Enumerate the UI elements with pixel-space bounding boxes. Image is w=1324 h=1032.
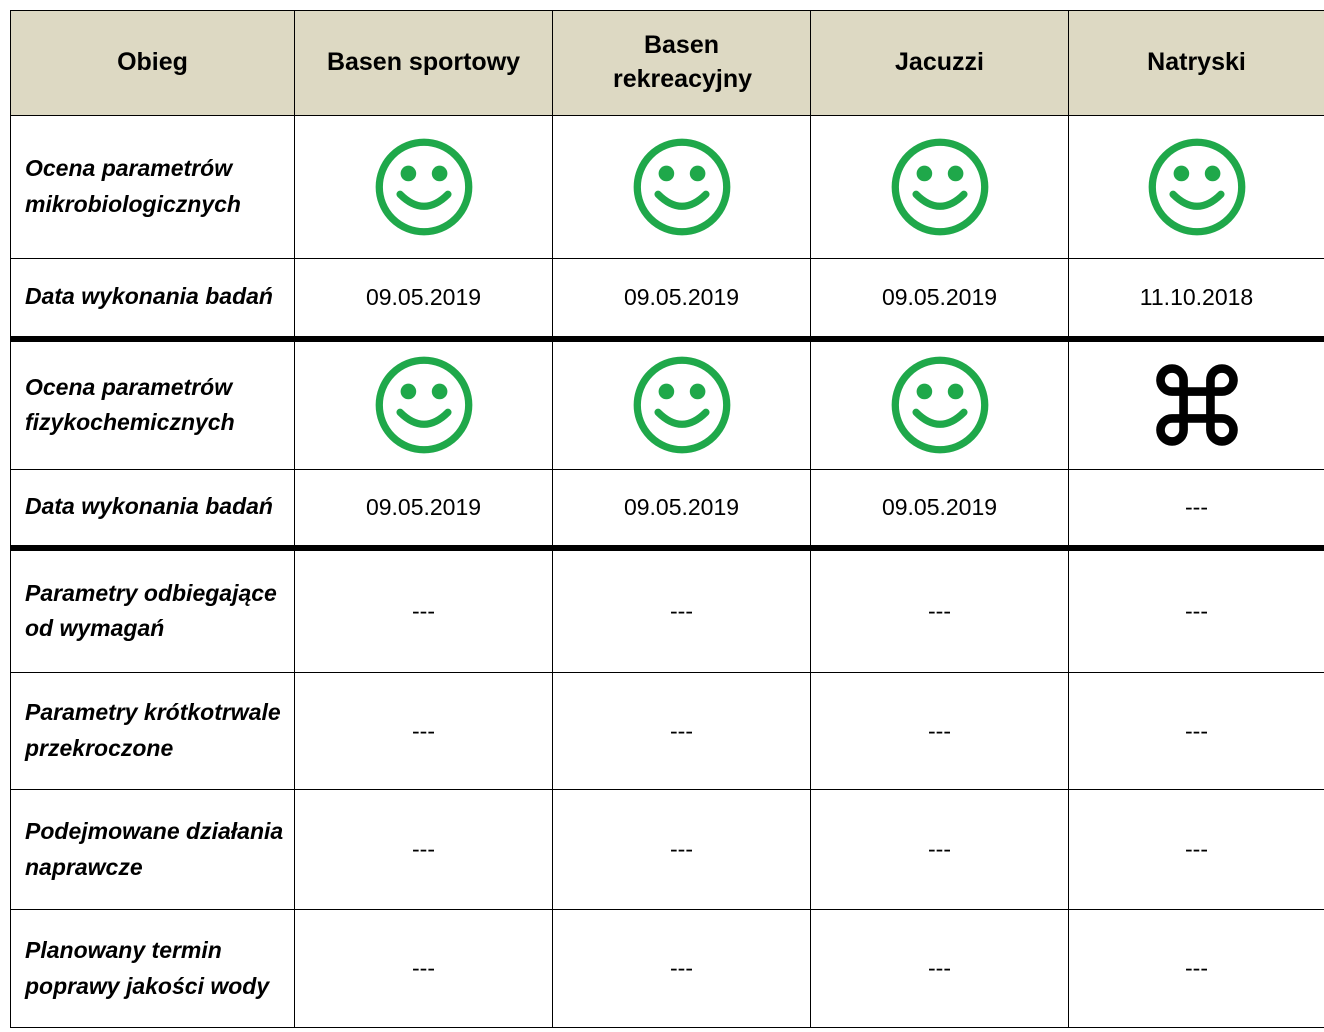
corrective-row (11, 790, 1324, 910)
short-exceeded-cell: --- (811, 673, 1069, 790)
header-row (11, 11, 1324, 116)
planned-cell: --- (1069, 910, 1324, 1028)
deviating-cell: --- (811, 548, 1069, 673)
physchem-status-cell (553, 339, 811, 470)
physchem-date-row (11, 470, 1324, 548)
header-basen-sportowy: Basen sportowy (295, 11, 553, 116)
row-label-corrective: Podejmowane działania naprawcze (11, 790, 295, 910)
physchem-date-cell: 09.05.2019 (553, 470, 811, 548)
physchem-status-cell (295, 339, 553, 470)
corrective-cell: --- (1069, 790, 1324, 910)
smiley-face-icon (372, 353, 476, 457)
water-quality-table (10, 10, 1324, 1028)
micro-status-cell (811, 116, 1069, 259)
physchem-status-cell (811, 339, 1069, 470)
short-exceeded-row (11, 673, 1324, 790)
deviating-cell: --- (295, 548, 553, 673)
smiley-face-icon (888, 135, 992, 239)
header-obieg: Obieg (11, 11, 295, 116)
deviating-row (11, 548, 1324, 673)
micro-rating-row (11, 116, 1324, 259)
planned-row (11, 910, 1324, 1028)
micro-status-cell (1069, 116, 1324, 259)
physchem-rating-row (11, 339, 1324, 470)
micro-date-cell: 09.05.2019 (295, 259, 553, 339)
micro-date-row (11, 259, 1324, 339)
row-label-planned: Planowany termin poprawy jakości wody (11, 910, 295, 1028)
header-jacuzzi: Jacuzzi (811, 11, 1069, 116)
row-label-physchem-date: Data wykonania badań (11, 470, 295, 548)
smiley-face-icon (630, 353, 734, 457)
corrective-cell: --- (295, 790, 553, 910)
header-natryski: Natryski (1069, 11, 1324, 116)
physchem-status-cell (1069, 339, 1324, 470)
corrective-cell: --- (553, 790, 811, 910)
micro-date-cell: 11.10.2018 (1069, 259, 1324, 339)
physchem-date-cell: 09.05.2019 (295, 470, 553, 548)
short-exceeded-cell: --- (295, 673, 553, 790)
command-key-icon (1149, 357, 1245, 453)
row-label-deviating: Parametry odbiegające od wymagań (11, 548, 295, 673)
planned-cell: --- (295, 910, 553, 1028)
micro-date-cell: 09.05.2019 (811, 259, 1069, 339)
deviating-cell: --- (553, 548, 811, 673)
planned-cell: --- (811, 910, 1069, 1028)
micro-status-cell (553, 116, 811, 259)
micro-date-cell: 09.05.2019 (553, 259, 811, 339)
short-exceeded-cell: --- (553, 673, 811, 790)
row-label-physchem: Ocena parametrów fizykochemicznych (11, 339, 295, 470)
header-basen-rekreacyjny: Basen rekreacyjny (553, 11, 811, 116)
smiley-face-icon (888, 353, 992, 457)
short-exceeded-cell: --- (1069, 673, 1324, 790)
smiley-face-icon (630, 135, 734, 239)
smiley-face-icon (1145, 135, 1249, 239)
physchem-date-cell: 09.05.2019 (811, 470, 1069, 548)
deviating-cell: --- (1069, 548, 1324, 673)
row-label-micro: Ocena parametrów mikrobiologicznych (11, 116, 295, 259)
physchem-date-cell: --- (1069, 470, 1324, 548)
row-label-micro-date: Data wykonania badań (11, 259, 295, 339)
micro-status-cell (295, 116, 553, 259)
planned-cell: --- (553, 910, 811, 1028)
corrective-cell: --- (811, 790, 1069, 910)
smiley-face-icon (372, 135, 476, 239)
row-label-short-exceeded: Parametry krótkotrwale przekroczone (11, 673, 295, 790)
